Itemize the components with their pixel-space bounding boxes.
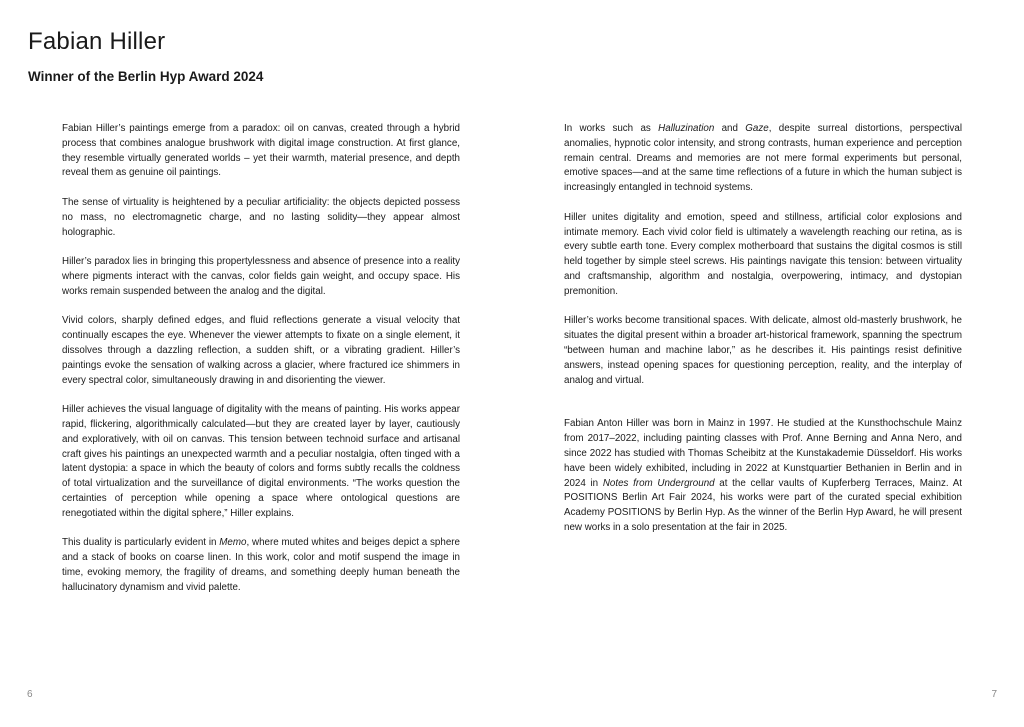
page-number-right: 7 — [991, 689, 997, 700]
artwork-title: Gaze — [745, 123, 769, 134]
right-text-column — [564, 122, 962, 551]
exhibition-title: Notes from Underground — [602, 477, 715, 489]
paragraph-biography: Fabian Anton Hiller was born in Mainz in 1997. He studied at the Kunsthochschule Mainz from 2017–2022, including painting classes with Prof. Anne Berning and Anna Nero, and since 2022 has studied with Thomas Scheibitz at the Kunstakademie Düsseldorf. His works have been widely exhibited, including in 2022 at Kunstquartier Bethanien in Berlin and in 2024 in Notes from Underground at the cellar vaults of Kupferberg Terraces, Mainz. At POSITIONS Berlin Art Fair 2024, his works were part of the curated special exhibition Academy POSITIONS by Berlin Hyp. As the winner of the Berlin Hyp Award, he will present new works in a solo presentation at the fair in 2025. — [564, 418, 962, 533]
page-number-left: 6 — [27, 689, 33, 700]
paragraph-duality: This duality is particularly evident in Memo, where muted whites and beiges depict a sphere and a stack of books on coarse linen. In this work, color and motif suspend the image in time, evoking memory, the fragility of dreams, and something deeply human beneath the hallucinatory dynamism and vivid palette. — [62, 537, 460, 593]
paragraph-works: In works such as Halluzination and Gaze, despite surreal distortions, perspectival anomalies, hypnotic color intensity, and strong contrasts, human experience and perception remain central. Dreams and memories are not mere formal experiments but personal, emotive spaces—and at the same time reflections of a future in which the human subject is increasingly entangled in technoid systems. — [564, 123, 962, 194]
paragraph-transitional: Hiller’s works become transitional spaces. With delicate, almost old-masterly brushwork, he situates the digital present within a broader art-historical framework, spanning the spectrum “between human and machine labor,” as he describes it. His paintings resist definitive answers, instead opening spaces for questioning perception, reality, and the interplay of analog and virtual. — [564, 315, 962, 386]
page-subtitle: Winner of the Berlin Hyp Award 2024 — [28, 69, 264, 84]
artwork-title: Memo — [219, 537, 247, 549]
paragraph-unites: Hiller unites digitality and emotion, speed and stillness, artificial color explosions and intimate memory. Each vivid color field is ultimately a wavelength reaching our retina, as is every subtle earth tone. Every complex motherboard that sustains the digital cosmos is still held together by simple steel screws. His paintings navigate this tension: between virtuality and craftsmanship, algorithm and nostalgia, overpowering, intimacy, and dystopian premonition. — [564, 211, 962, 297]
artwork-title: Halluzination — [658, 123, 715, 134]
paragraph-virtuality: The sense of virtuality is heightened by a peculiar artificiality: the objects depicted possess no mass, no electromagnetic charge, and no lasting solidity—they appear almost holographic. — [62, 196, 460, 238]
paragraph-visual-language: Hiller achieves the visual language of digitality with the means of painting. His works appear rapid, flickering, algorithmically calculated—but they are created layer by layer, cautiously and exploratively, with oil on canvas. This tension between technoid surface and artisanal craft gives his paintings an unexpected warmth and a peculiar nostalgia, often tinged with a latent dystopia: a space in which the beauty of colors and forms subtly recalls the coldness of total virtualization and the surveillance of digital environments. “The works question the certainties of perception while opening a space where ontological questions are renegotiated within the digital sphere,” Hiller explains. — [62, 404, 460, 519]
paragraph-vivid-colors: Vivid colors, sharply defined edges, and fluid reflections generate a visual velocity that continually escapes the eye. Whenever the viewer attempts to fixate on a single element, it dissolves through a dazzling reflection, a sudden shift, or a vibrating gradient. Hiller’s paintings evoke the sensation of walking across a glacier, where fractured ice shimmers in every spectral color, simultaneously drawing in and disorienting the viewer. — [62, 315, 460, 386]
left-text-column — [62, 122, 460, 610]
paragraph-paradox: Hiller’s paradox lies in bringing this propertylessness and absence of presence into a reality where pigments interact with the canvas, color fields gain weight, and occupy space. His works remain suspended between the analog and the digital. — [62, 256, 460, 297]
paragraph-intro: Fabian Hiller’s paintings emerge from a paradox: oil on canvas, created through a hybrid process that combines analogue brushwork with digital image construction. At first glance, they resemble virtually generated worlds – yet their warmth, material presence, and depth reveal them as genuine oil paintings. — [62, 123, 460, 179]
page-title: Fabian Hiller — [28, 28, 166, 55]
